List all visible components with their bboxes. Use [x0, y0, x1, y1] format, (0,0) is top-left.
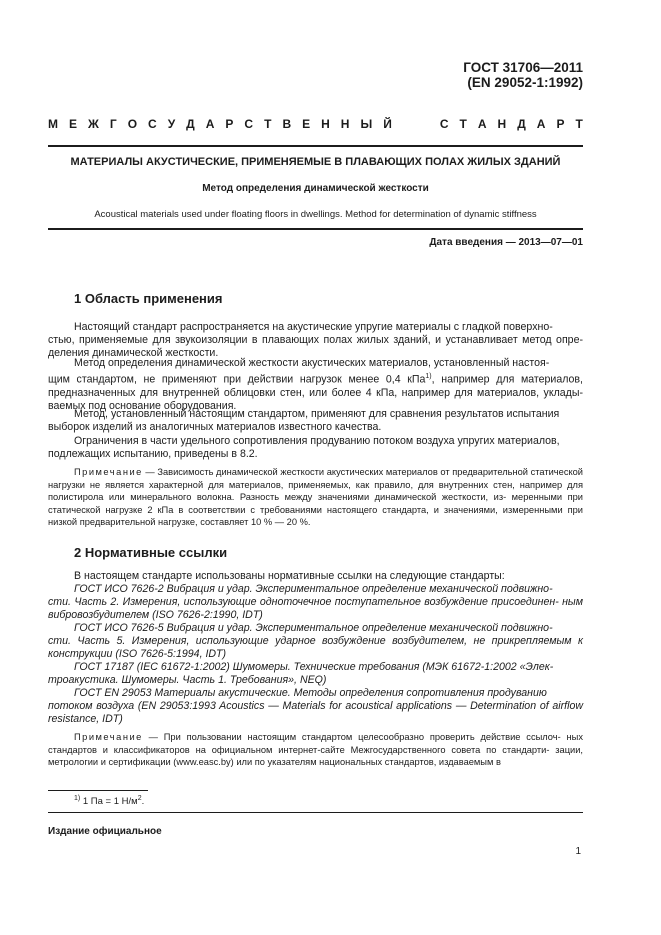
banner-letter: Д: [186, 117, 195, 131]
paragraph-1-first: Настоящий стандарт распространяется на акустические упругие материалы с гладкой поверхно-: [74, 321, 553, 333]
banner-letter: С: [439, 117, 449, 131]
section-1-note: Примечание — Зависимость динамической жесткости акустических материалов от предварительной статической нагрузки не является характерной для материалов, применяемых, как правило, для внутренних стен, например для полистирола или минерального волокна. Разность между значениями динамической жесткости, из- меренными при статической нагрузке 2 кПа в соответствии с требованиями настоящего стандарта, и значениями, измеренными при низкой предварительной нагрузке, составляет 10 % — 20 %.: [48, 467, 583, 527]
banner-gap: [403, 117, 429, 131]
note-label: Примечание: [74, 467, 143, 477]
banner-letter: У: [167, 117, 176, 131]
banner-letter: Р: [225, 117, 234, 131]
reference-2-first: ГОСТ ИСО 7626-5 Вибрация и удар. Экспериментальное определение механической подвижно-: [74, 622, 553, 634]
footnote: $^{1)}$ 1 Па = 1 $Н/м^2$.: [74, 795, 145, 808]
banner-letter: Д: [517, 117, 526, 131]
official-edition-label: Издание официальное: [48, 826, 162, 837]
reference-2-cont: сти. Часть 5. Измерения, использующие ударное возбуждение возбудителем, не прикрепляемым к конструкции (ISO 7626-5:1994, IDT): [48, 635, 583, 660]
top-rule: [48, 145, 583, 147]
paragraph-1-cont: стью, применяемые для звукоизоляции в плавающих полах жилых зданий, и устанавливает метод опре- деления динамической жесткости.: [48, 334, 583, 359]
document-title-ru: МАТЕРИАЛЫ АКУСТИЧЕСКИЕ, ПРИМЕНЯЕМЫЕ В ПЛАВАЮЩИХ ПОЛАХ ЖИЛЫХ ЗДАНИЙ: [70, 156, 561, 168]
document-identifier: [463, 60, 583, 90]
banner-letter: М: [48, 117, 58, 131]
banner-letter: Т: [575, 117, 583, 131]
banner-letter: О: [127, 117, 138, 131]
banner-letter: А: [536, 117, 546, 131]
title-rule: [48, 228, 583, 230]
banner-letter: Ы: [360, 117, 373, 131]
paragraph-3-first: Метод, установленный настоящим стандартом, применяют для сравнения результатов испытания: [74, 408, 560, 420]
banner-letter: Е: [302, 117, 311, 131]
section-1-heading: 1 Область применения: [74, 291, 223, 306]
banner-letter: Р: [556, 117, 565, 131]
note-label-2: Примечание: [74, 732, 143, 742]
reference-1-first: ГОСТ ИСО 7626-2 Вибрация и удар. Экспериментальное определение механической подвижно-: [74, 583, 553, 595]
paragraph-3-cont: выборок изделий из аналогичных материалов известного качества.: [48, 421, 382, 433]
banner-letter: Н: [497, 117, 507, 131]
paragraph-4-first: Ограничения в части удельного сопротивления продуванию потоком воздуха упругих материалов,: [74, 435, 560, 447]
banner-letter: А: [477, 117, 487, 131]
banner-letter: Г: [109, 117, 117, 131]
banner-letter: В: [282, 117, 292, 131]
section-2-note: Примечание — При пользовании настоящим стандартом целесообразно проверить действие ссылоч- ных стандартов и классификаторов на официальном интернет-сайте Межгосударственного совета по стандарти- зации, метрологии и сертификации (www.easc.by) или по указателям национальных стандартов, издаваемым в: [48, 732, 583, 767]
banner-letter: С: [148, 117, 157, 131]
banner-letter: Н: [340, 117, 350, 131]
banner-letter: Е: [69, 117, 78, 131]
banner-letter: Т: [264, 117, 272, 131]
document-subtitle: Метод определения динамической жесткости: [202, 183, 429, 194]
footer-rule: [48, 812, 583, 813]
reference-3-first: ГОСТ 17187 (IEC 61672-1:2002) Шумомеры. Технические требования (МЭК 61672-1:2002 «Элек-: [74, 661, 554, 673]
paragraph-4-cont: подлежащих испытанию, приведены в 8.2.: [48, 448, 258, 460]
footnote-ref: 1): [425, 373, 432, 380]
reference-4-cont: потоком воздуха (EN 29053:1993 Acoustics — Materials for acoustical applications — Determination of airflow resistance, IDT): [48, 700, 583, 725]
interstate-standard-banner: [48, 117, 583, 131]
banner-letter: Н: [321, 117, 330, 131]
references-intro: В настоящем стандарте использованы нормативные ссылки на следующие стандарты:: [74, 570, 505, 582]
paragraph-2-cont: щим стандартом, не применяют при действии нагрузок менее 0,4 кПа$^{1)}$, например для материалов, предназначенных для внутренней облицовки стен, или более 4 кПа, например для материалов, уклады- ваемых под основание оборудования.: [48, 373, 583, 412]
paragraph-2-first: Метод определения динамической жесткости акустических материалов, установленный настоя-: [74, 357, 550, 369]
document-title-en: Acoustical materials used under floating floors in dwellings. Method for determination of dynamic stiffness: [94, 209, 537, 220]
banner-letter: А: [205, 117, 215, 131]
footnote-rule: [48, 790, 148, 791]
reference-4-first: ГОСТ EN 29053 Материалы акустические. Методы определения сопротивления продуванию: [74, 687, 547, 699]
banner-letter: Т: [459, 117, 467, 131]
banner-letter: С: [244, 117, 254, 131]
banner-letter: Ж: [88, 117, 99, 131]
section-2-heading: 2 Нормативные ссылки: [74, 545, 228, 560]
banner-letter: Й: [383, 117, 392, 131]
doc-number: ГОСТ 31706—2011: [463, 60, 583, 75]
reference-1-cont: сти. Часть 2. Измерения, использующие одноточечное поступательное возбуждение присоединен- ным вибровозбудителем (ISO 7626-2:1990, IDT): [48, 596, 583, 621]
reference-3-cont: троакустика. Шумомеры. Часть 1. Требования», NEQ): [48, 674, 327, 686]
page-number: 1: [575, 846, 581, 857]
introduction-date: Дата введения — 2013—07—01: [429, 237, 583, 248]
en-number: (EN 29052-1:1992): [467, 75, 583, 90]
